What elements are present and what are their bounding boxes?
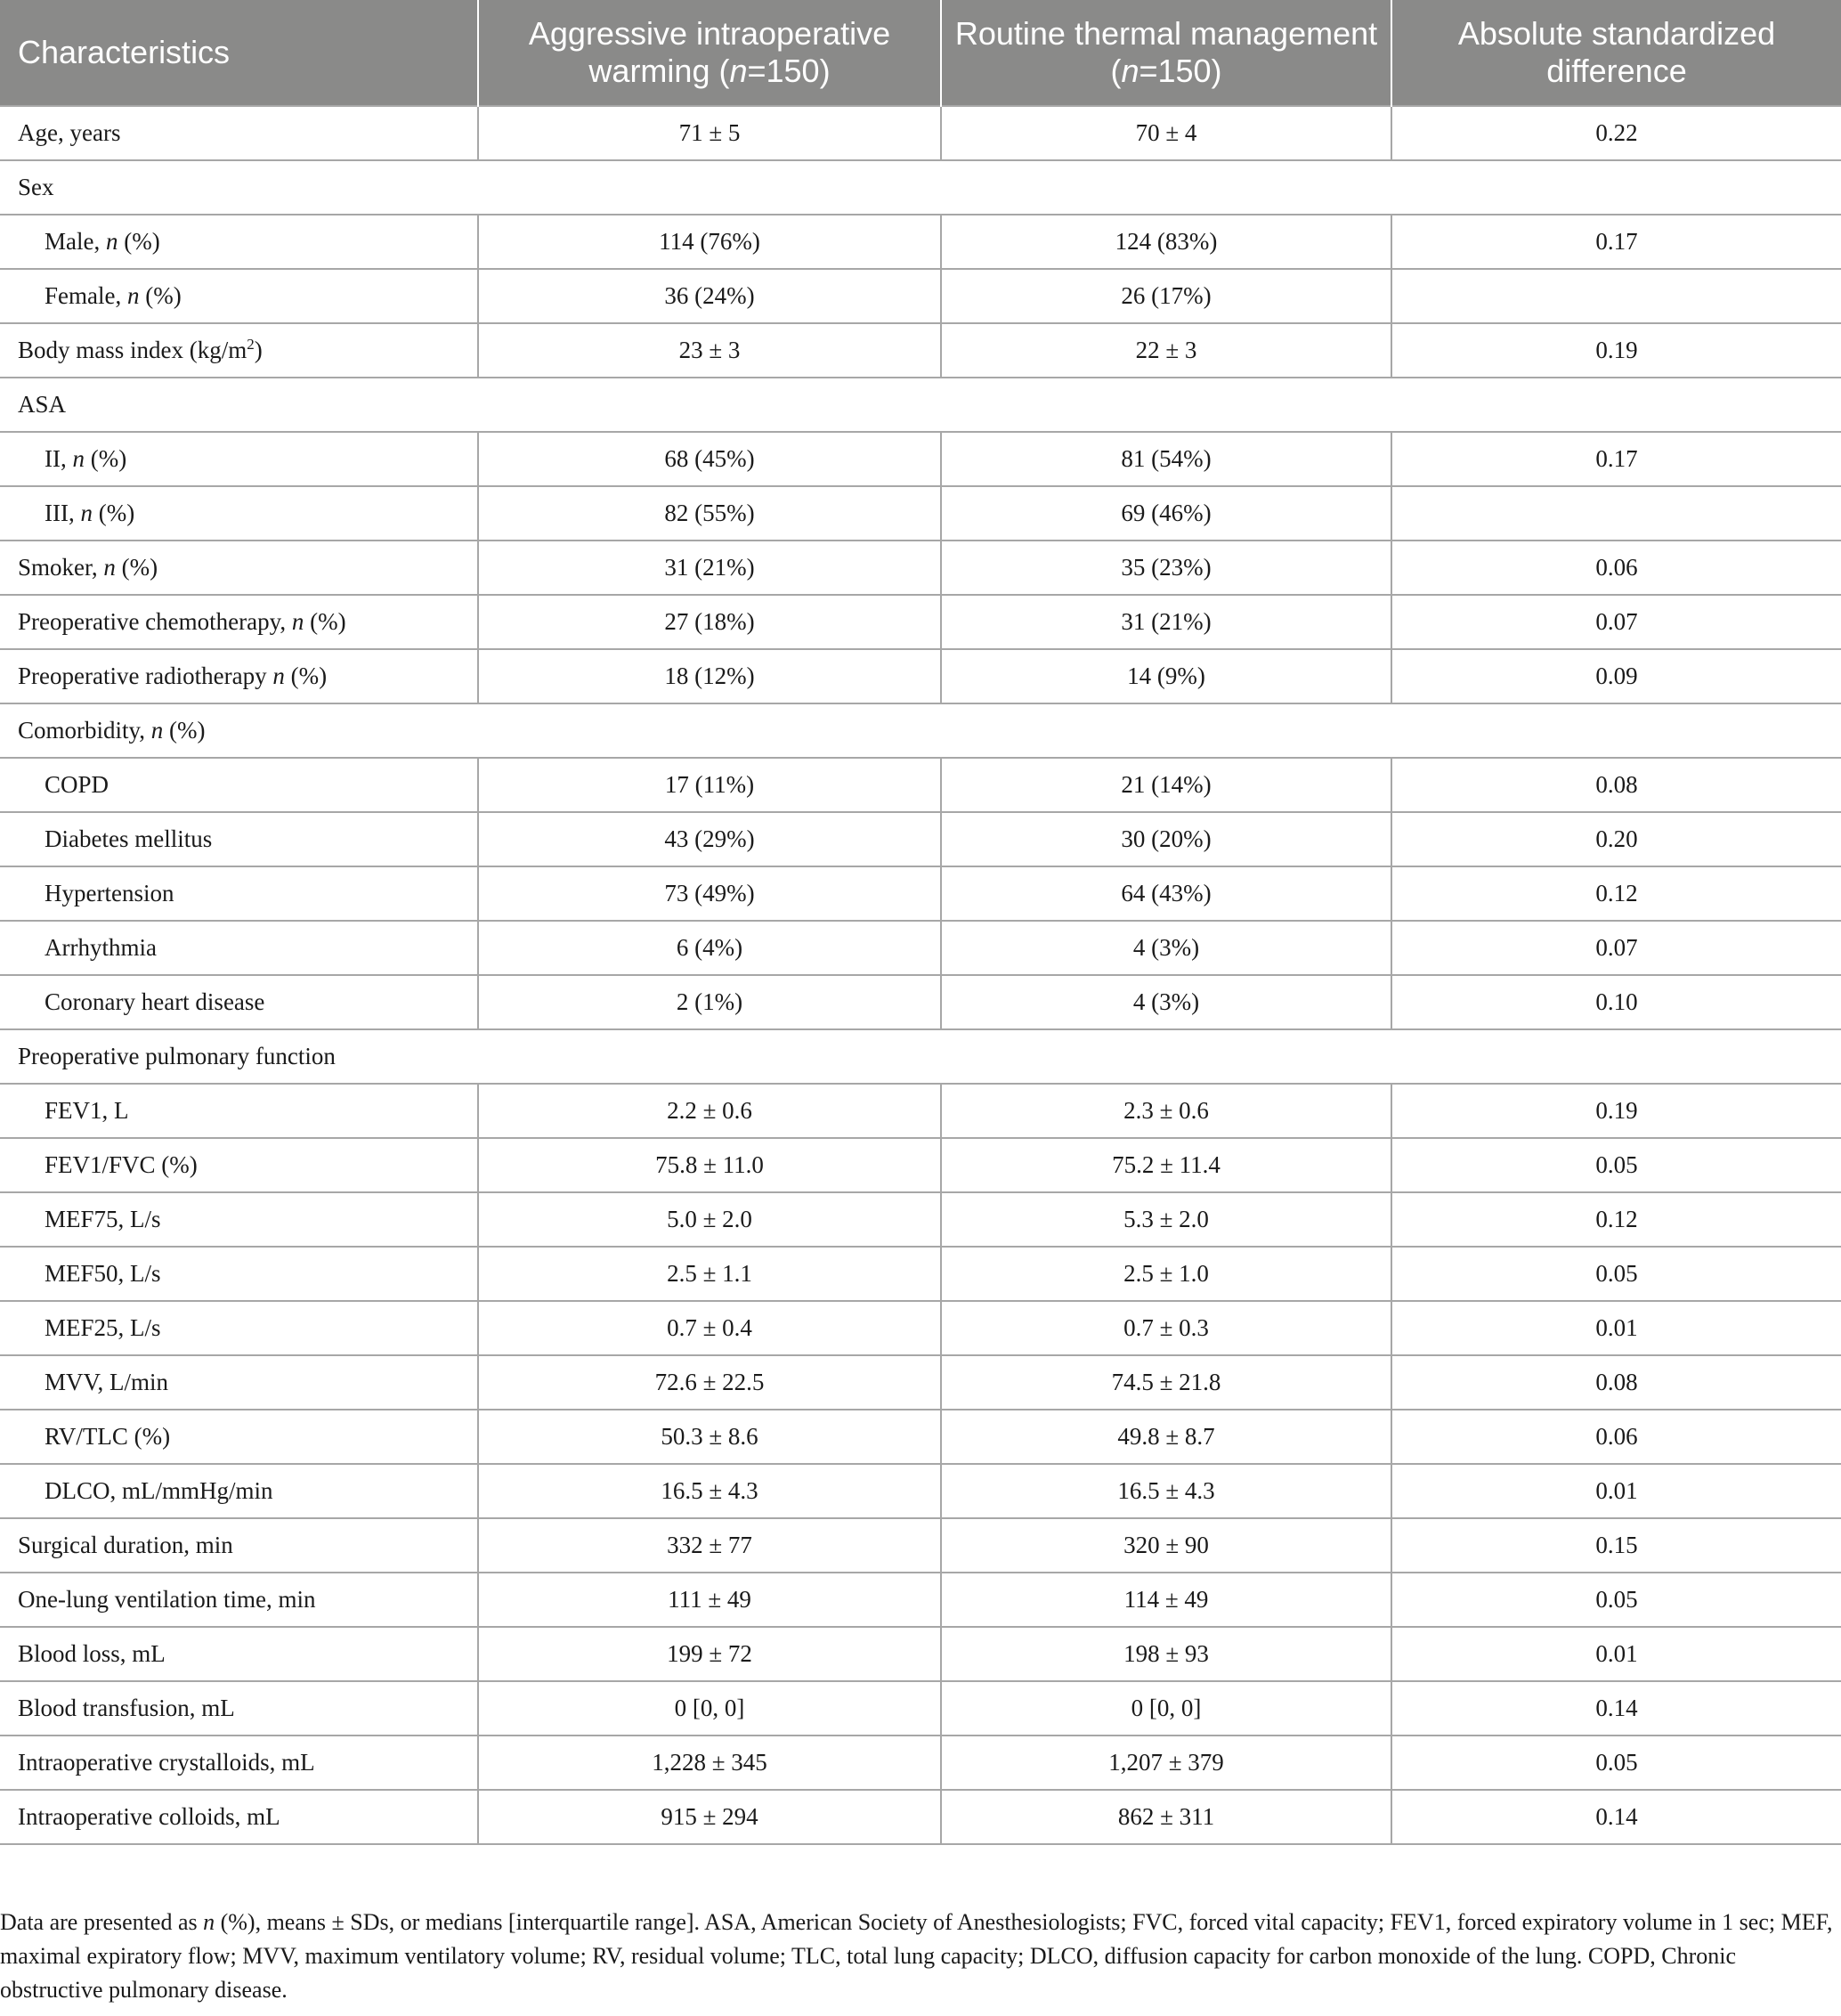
cell-routine: 124 (83%)	[941, 215, 1391, 269]
row-label: RV/TLC (%)	[0, 1410, 478, 1464]
table-header-row	[0, 0, 1841, 106]
table-row	[0, 975, 1841, 1029]
cell-aggressive: 50.3 ± 8.6	[478, 1410, 941, 1464]
row-label: Age, years	[0, 106, 478, 160]
cell-routine: 2.5 ± 1.0	[941, 1247, 1391, 1301]
table-row	[0, 1464, 1841, 1518]
cell-asd: 0.05	[1391, 1736, 1841, 1790]
cell-routine: 49.8 ± 8.7	[941, 1410, 1391, 1464]
cell-asd: 0.05	[1391, 1138, 1841, 1192]
table-row	[0, 1736, 1841, 1790]
row-label: MEF25, L/s	[0, 1301, 478, 1355]
cell-aggressive: 68 (45%)	[478, 432, 941, 486]
cell-asd: 0.01	[1391, 1464, 1841, 1518]
cell-asd	[1391, 269, 1841, 323]
row-label: Hypertension	[0, 866, 478, 921]
cell-asd: 0.12	[1391, 866, 1841, 921]
group-label-sex: Sex	[0, 160, 1841, 215]
table-group-row	[0, 1029, 1841, 1084]
cell-aggressive: 6 (4%)	[478, 921, 941, 975]
row-label: Preoperative radiotherapy n (%)	[0, 649, 478, 703]
cell-asd: 0.08	[1391, 758, 1841, 812]
cell-routine: 114 ± 49	[941, 1573, 1391, 1627]
cell-routine: 4 (3%)	[941, 921, 1391, 975]
cell-aggressive: 73 (49%)	[478, 866, 941, 921]
cell-asd: 0.01	[1391, 1301, 1841, 1355]
cell-aggressive: 71 ± 5	[478, 106, 941, 160]
cell-asd: 0.12	[1391, 1192, 1841, 1247]
table-row	[0, 1518, 1841, 1573]
cell-aggressive: 27 (18%)	[478, 595, 941, 649]
cell-routine: 26 (17%)	[941, 269, 1391, 323]
table-row	[0, 649, 1841, 703]
table-row	[0, 486, 1841, 541]
cell-aggressive: 332 ± 77	[478, 1518, 941, 1573]
row-label: Intraoperative crystalloids, mL	[0, 1736, 478, 1790]
cell-aggressive: 1,228 ± 345	[478, 1736, 941, 1790]
table-row	[0, 595, 1841, 649]
cell-aggressive: 199 ± 72	[478, 1627, 941, 1681]
table-row	[0, 1627, 1841, 1681]
cell-routine: 74.5 ± 21.8	[941, 1355, 1391, 1410]
table-row	[0, 432, 1841, 486]
row-label: Diabetes mellitus	[0, 812, 478, 866]
header-characteristics: Characteristics	[0, 0, 478, 106]
cell-asd: 0.06	[1391, 541, 1841, 595]
cell-asd: 0.19	[1391, 323, 1841, 378]
cell-aggressive: 114 (76%)	[478, 215, 941, 269]
cell-routine: 31 (21%)	[941, 595, 1391, 649]
cell-asd: 0.19	[1391, 1084, 1841, 1138]
cell-routine: 0.7 ± 0.3	[941, 1301, 1391, 1355]
cell-routine: 14 (9%)	[941, 649, 1391, 703]
cell-aggressive: 43 (29%)	[478, 812, 941, 866]
table-row	[0, 1084, 1841, 1138]
table-row	[0, 866, 1841, 921]
cell-routine: 4 (3%)	[941, 975, 1391, 1029]
cell-asd: 0.17	[1391, 432, 1841, 486]
table-row	[0, 1410, 1841, 1464]
cell-asd: 0.14	[1391, 1681, 1841, 1736]
cell-aggressive: 23 ± 3	[478, 323, 941, 378]
cell-aggressive: 17 (11%)	[478, 758, 941, 812]
header-routine-thermal: Routine thermal management (n=150)	[941, 0, 1391, 106]
cell-routine: 64 (43%)	[941, 866, 1391, 921]
table-row	[0, 541, 1841, 595]
table-row	[0, 323, 1841, 378]
cell-routine: 30 (20%)	[941, 812, 1391, 866]
group-label-asa: ASA	[0, 378, 1841, 432]
row-label: Blood transfusion, mL	[0, 1681, 478, 1736]
header-aggressive-warming: Aggressive intraoperative warming (n=150)	[478, 0, 941, 106]
row-label: DLCO, mL/mmHg/min	[0, 1464, 478, 1518]
cell-asd: 0.06	[1391, 1410, 1841, 1464]
row-label: Body mass index $(kg/m^2)$	[0, 323, 478, 378]
row-label: FEV1, L	[0, 1084, 478, 1138]
row-label: Blood loss, mL	[0, 1627, 478, 1681]
row-label: Coronary heart disease	[0, 975, 478, 1029]
row-label: Smoker, n (%)	[0, 541, 478, 595]
cell-aggressive: 2.2 ± 0.6	[478, 1084, 941, 1138]
row-label: COPD	[0, 758, 478, 812]
table-row	[0, 758, 1841, 812]
row-label: III, n (%)	[0, 486, 478, 541]
cell-routine: 81 (54%)	[941, 432, 1391, 486]
group-label-comorbidity: Comorbidity, n (%)	[0, 703, 1841, 758]
cell-routine: 16.5 ± 4.3	[941, 1464, 1391, 1518]
cell-aggressive: 75.8 ± 11.0	[478, 1138, 941, 1192]
cell-asd: 0.01	[1391, 1627, 1841, 1681]
row-label: Surgical duration, min	[0, 1518, 478, 1573]
row-label: Preoperative chemotherapy, n (%)	[0, 595, 478, 649]
table-group-row	[0, 378, 1841, 432]
table-row	[0, 1192, 1841, 1247]
cell-routine: 2.3 ± 0.6	[941, 1084, 1391, 1138]
table-row	[0, 921, 1841, 975]
cell-asd: 0.22	[1391, 106, 1841, 160]
row-label: MEF50, L/s	[0, 1247, 478, 1301]
group-label-pulmonary-function: Preoperative pulmonary function	[0, 1029, 1841, 1084]
row-label: MEF75, L/s	[0, 1192, 478, 1247]
cell-routine: 5.3 ± 2.0	[941, 1192, 1391, 1247]
cell-asd: 0.05	[1391, 1573, 1841, 1627]
table-group-row	[0, 703, 1841, 758]
table-group-row	[0, 160, 1841, 215]
cell-asd	[1391, 486, 1841, 541]
cell-aggressive: 72.6 ± 22.5	[478, 1355, 941, 1410]
cell-routine: 75.2 ± 11.4	[941, 1138, 1391, 1192]
cell-aggressive: 36 (24%)	[478, 269, 941, 323]
row-label: Arrhythmia	[0, 921, 478, 975]
table-row	[0, 1301, 1841, 1355]
cell-routine: 862 ± 311	[941, 1790, 1391, 1844]
cell-aggressive: 31 (21%)	[478, 541, 941, 595]
cell-aggressive: 16.5 ± 4.3	[478, 1464, 941, 1518]
cell-routine: 22 ± 3	[941, 323, 1391, 378]
row-label: Female, n (%)	[0, 269, 478, 323]
cell-asd: 0.09	[1391, 649, 1841, 703]
cell-asd: 0.20	[1391, 812, 1841, 866]
cell-routine: 320 ± 90	[941, 1518, 1391, 1573]
cell-asd: 0.07	[1391, 595, 1841, 649]
cell-asd: 0.14	[1391, 1790, 1841, 1844]
cell-aggressive: 18 (12%)	[478, 649, 941, 703]
cell-aggressive: 111 ± 49	[478, 1573, 941, 1627]
row-label: One-lung ventilation time, min	[0, 1573, 478, 1627]
row-label: II, n (%)	[0, 432, 478, 486]
cell-asd: 0.05	[1391, 1247, 1841, 1301]
table-row	[0, 1681, 1841, 1736]
row-label: MVV, L/min	[0, 1355, 478, 1410]
table-row	[0, 215, 1841, 269]
cell-routine: 69 (46%)	[941, 486, 1391, 541]
cell-routine: 1,207 ± 379	[941, 1736, 1391, 1790]
table-row	[0, 812, 1841, 866]
row-label: Male, n (%)	[0, 215, 478, 269]
table-row	[0, 1573, 1841, 1627]
table-row	[0, 1790, 1841, 1844]
cell-asd: 0.17	[1391, 215, 1841, 269]
row-label: Intraoperative colloids, mL	[0, 1790, 478, 1844]
table-footnote: Data are presented as n (%), means ± SDs, or medians [interquartile range]. ASA, American Society of Anesthesiologists; FVC, forced vital capacity; FEV1, forced expiratory volume in 1 sec; MEF, maximal expiratory flow; MVV, maximum ventilatory volume; RV, residual volume; TLC, total lung capacity; DLCO, diffusion capacity for carbon monoxide of the lung. COPD, Chronic obstructive pulmonary disease.	[0, 1909, 1833, 2003]
cell-routine: 35 (23%)	[941, 541, 1391, 595]
cell-asd: 0.07	[1391, 921, 1841, 975]
cell-aggressive: 915 ± 294	[478, 1790, 941, 1844]
cell-aggressive: 82 (55%)	[478, 486, 941, 541]
cell-routine: 21 (14%)	[941, 758, 1391, 812]
cell-aggressive: 2 (1%)	[478, 975, 941, 1029]
cell-asd: 0.08	[1391, 1355, 1841, 1410]
row-label: FEV1/FVC (%)	[0, 1138, 478, 1192]
table-row	[0, 106, 1841, 160]
cell-aggressive: 2.5 ± 1.1	[478, 1247, 941, 1301]
cell-routine: 70 ± 4	[941, 106, 1391, 160]
cell-aggressive: 5.0 ± 2.0	[478, 1192, 941, 1247]
cell-aggressive: 0.7 ± 0.4	[478, 1301, 941, 1355]
table-row	[0, 1355, 1841, 1410]
cell-asd: 0.15	[1391, 1518, 1841, 1573]
header-absolute-standardized-difference: Absolute standardized difference	[1391, 0, 1841, 106]
cell-asd: 0.10	[1391, 975, 1841, 1029]
table-row	[0, 1138, 1841, 1192]
cell-routine: 0 [0, 0]	[941, 1681, 1391, 1736]
table-row	[0, 269, 1841, 323]
cell-routine: 198 ± 93	[941, 1627, 1391, 1681]
table-row	[0, 1247, 1841, 1301]
cell-aggressive: 0 [0, 0]	[478, 1681, 941, 1736]
